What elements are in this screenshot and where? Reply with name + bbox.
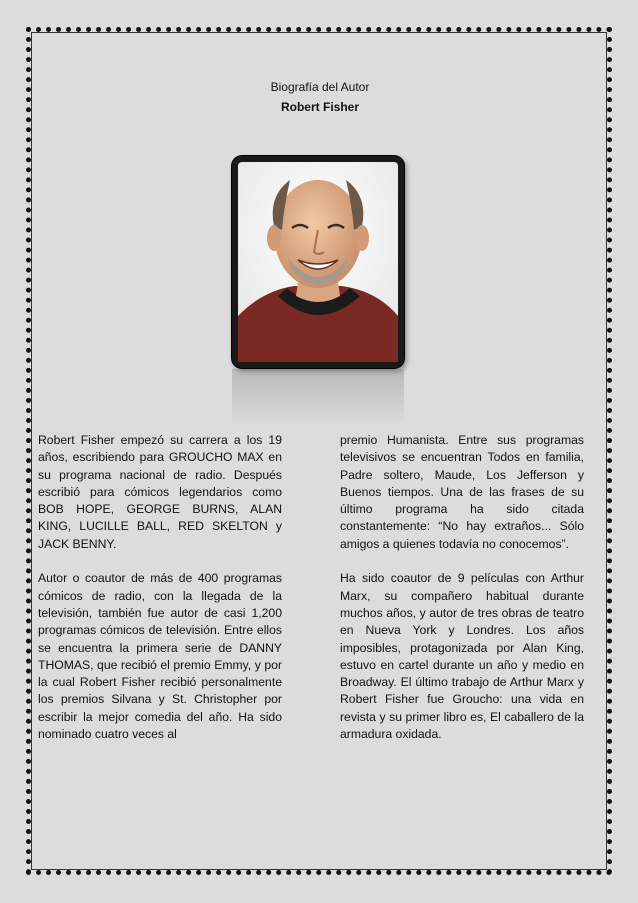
paragraph: Autor o coautor de más de 400 programas cómicos de radio, con la llegada de la televisión, también fue autor de casi 1,200 programas cómicos de televisión. Entre ellos se encuentra la primera serie de DANNY THOMAS, que recibió el premio Emmy, y por la cual Robert Fisher recibió personalmente los premios Silvana y St. Christopher por escribir la mejor comedia del año. Ha sido nominado cuatro veces al [38, 571, 282, 742]
photo-reflection [232, 369, 404, 427]
paragraph: Ha sido coautor de 9 películas con Arthur Marx, su compañero habitual durante muchos años, y autor de tres obras de teatro en Nueva York y Londres. Los años imposibles, protagonizada por Alan King, estuvo en cartel durante un año y medio en Broadway. El último trabajo de Arthur Marx y Robert Fisher fue Groucho: una vida en revista y su primer libro es, El caballero de la armadura oxidada. [340, 571, 584, 742]
right-column [340, 432, 584, 761]
author-portrait-icon [232, 156, 404, 368]
paragraph: Robert Fisher empezó su carrera a los 19 años, escribiendo para GROUCHO MAX en su programa nacional de radio. Después escribió para cómicos legendarios como BOB HOPE, GEORGE BURNS, ALAN KING, LUCILLE BALL, RED SKELTON y JACK BENNY. [38, 433, 282, 551]
paragraph: premio Humanista. Entre sus programas televisivos se encuentran Todos en familia, Padre soltero, Maude, Los Jefferson y Buenos tiempos. Una de las frases de su último programa ha sido citada constantemente: “No hay extraños... Sólo amigos a quienes todavía no conocemos”. [340, 433, 584, 551]
left-column [38, 432, 282, 761]
author-name: Robert Fisher [280, 100, 359, 114]
author-photo [232, 156, 404, 368]
biography-label: Biografía del Autor [270, 80, 370, 94]
